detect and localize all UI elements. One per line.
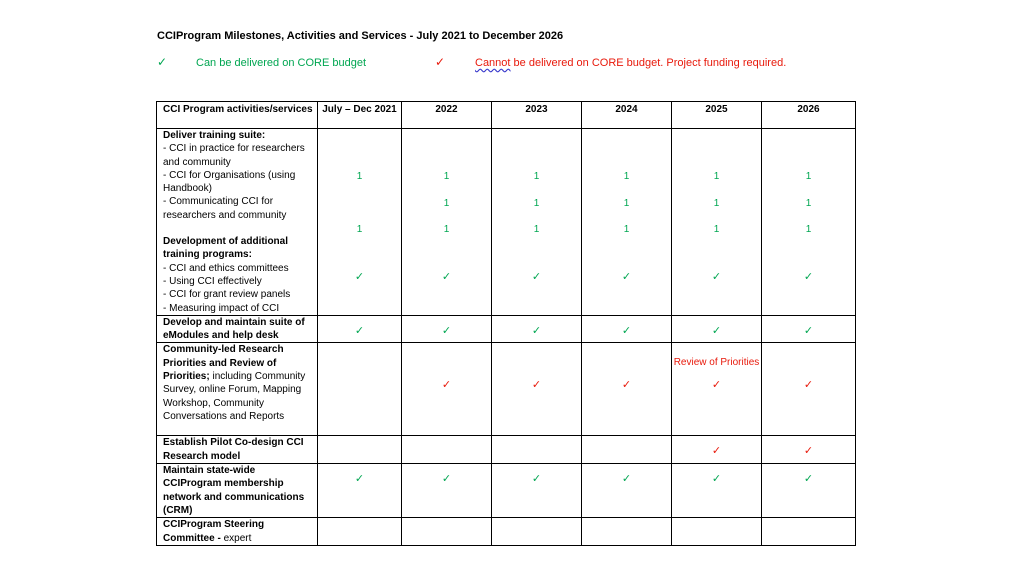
training-cell-col6 [762,129,856,316]
header-2022: 2022 [402,102,492,129]
header-jul-dec-2021: July – Dec 2021 [318,102,402,129]
steering-cell [318,518,402,546]
network-cell [582,464,672,518]
training-cell-col2 [402,129,492,316]
value-1: 1 [713,171,720,182]
network-cell [672,464,762,518]
pilot-cell [492,436,582,464]
activity-title: Maintain state-wide CCIProgram membership network and communications (CRM) [163,465,305,516]
red-check-icon: ✓ [531,379,542,392]
steering-cell [492,518,582,546]
training-cell-col1 [318,129,402,316]
pilot-cell [318,436,402,464]
table-row-training [157,129,856,316]
value-1: 1 [533,224,540,235]
pilot-cell [672,436,762,464]
network-cell [492,464,582,518]
emodules-cell [582,315,672,343]
pilot-cell [402,436,492,464]
emodules-cell [402,315,492,343]
table-row-steering-committee [157,518,856,546]
green-check-icon: ✓ [354,473,365,486]
green-check-icon: ✓ [621,271,632,283]
priorities-cell [492,343,582,436]
value-1: 1 [356,224,363,235]
emodules-cell [762,315,856,343]
value-1: 1 [805,224,812,235]
activity-cell-emodules [157,315,318,343]
activity-title: Development of additional training programs: [163,236,289,261]
training-cell-col5 [672,129,762,316]
value-1: 1 [443,198,450,209]
activity-line: - CCI in practice for researchers and community [163,143,305,168]
activity-line: - Measuring impact of CCI [163,302,280,314]
priorities-cell [762,343,856,436]
emodules-cell [492,315,582,343]
network-cell [762,464,856,518]
green-check-icon: ✓ [354,271,365,283]
green-check-icon: ✓ [354,324,365,337]
green-check-icon: ✓ [441,473,452,486]
green-check-icon: ✓ [711,271,722,283]
activity-title: Develop and maintain suite of eModules and help desk [163,316,305,342]
activity-line: - CCI for Organisations (using Handbook) [163,169,296,195]
steering-cell [582,518,672,546]
green-check-icon: ✓ [531,324,542,337]
priorities-cell [582,343,672,436]
milestones-table [156,101,856,546]
value-1: 1 [356,171,363,182]
document-title: CCIProgram Milestones, Activities and Services - July 2021 to December 2026 [157,30,564,42]
red-check-icon: ✓ [711,445,722,458]
legend-project-funding [475,57,786,69]
red-check-icon: ✓ [441,379,452,392]
activity-title: Deliver training suite: [163,130,266,141]
priorities-cell [402,343,492,436]
header-row [157,102,856,129]
red-check-icon: ✓ [435,55,446,69]
table-row-emodules [157,315,856,343]
value-1: 1 [805,198,812,209]
value-1: 1 [533,171,540,182]
review-of-priorities-note: Review of Priorities [673,357,760,369]
activity-cell-membership-network [157,464,318,518]
activity-line: - CCI and ethics committees [163,262,289,274]
green-check-icon: ✓ [441,271,452,283]
green-check-icon: ✓ [531,473,542,486]
steering-cell [672,518,762,546]
emodules-cell [318,315,402,343]
green-check-icon: ✓ [441,324,452,337]
activity-cell-community-priorities [157,343,318,436]
red-check-icon: ✓ [803,379,814,392]
header-2026: 2026 [762,102,856,129]
pilot-cell [762,436,856,464]
green-check-icon: ✓ [157,55,168,69]
legend-cannot-word: Cannot [475,57,511,69]
activity-detail: including Community Survey, online Forum, Mapping Workshop, Community Conversations and Reports [163,371,306,422]
red-check-icon: ✓ [621,379,632,392]
network-cell [318,464,402,518]
activity-detail: expert [220,532,252,544]
activity-title: Establish Pilot Co-design CCI Research model [163,437,304,462]
steering-cell [402,518,492,546]
green-check-icon: ✓ [621,473,632,486]
value-1: 1 [623,224,630,235]
steering-cell [762,518,856,546]
value-1: 1 [805,171,812,182]
activity-title: CCIProgram Steering Committee - [163,519,265,544]
table-row-membership-network [157,464,856,518]
activity-title: Community-led Research Priorities and Review of Priorities; [163,344,284,383]
activity-line: - Using CCI effectively [163,275,262,287]
activity-cell-steering-committee [157,518,318,546]
green-check-icon: ✓ [531,271,542,283]
green-check-icon: ✓ [803,271,814,283]
activity-line: - CCI for grant review panels [163,289,291,301]
value-1: 1 [533,198,540,209]
green-check-icon: ✓ [803,324,814,337]
table-row-community-priorities [157,343,856,436]
value-1: 1 [623,198,630,209]
value-1: 1 [443,171,450,182]
value-1: 1 [443,224,450,235]
training-cell-col4 [582,129,672,316]
priorities-cell [672,343,762,436]
value-1: 1 [713,198,720,209]
header-2024: 2024 [582,102,672,129]
network-cell [402,464,492,518]
value-1: 1 [623,171,630,182]
table-row-pilot-codesign [157,436,856,464]
green-check-icon: ✓ [621,324,632,337]
legend-red-rest: be delivered on CORE budget. Project funding required. [510,57,787,69]
pilot-cell [582,436,672,464]
red-check-icon: ✓ [711,379,722,392]
emodules-cell [672,315,762,343]
activity-cell-pilot-codesign [157,436,318,464]
header-activities: CCI Program activities/services [157,102,318,129]
header-2025: 2025 [672,102,762,129]
red-check-icon: ✓ [803,445,814,458]
legend-core-budget: Can be delivered on CORE budget [196,57,366,69]
green-check-icon: ✓ [711,324,722,337]
training-cell-col3 [492,129,582,316]
green-check-icon: ✓ [711,473,722,486]
priorities-cell [318,343,402,436]
header-2023: 2023 [492,102,582,129]
green-check-icon: ✓ [803,473,814,486]
activity-cell-training [157,129,318,316]
value-1: 1 [713,224,720,235]
activity-line: - Communicating CCI for researchers and community [163,196,287,221]
